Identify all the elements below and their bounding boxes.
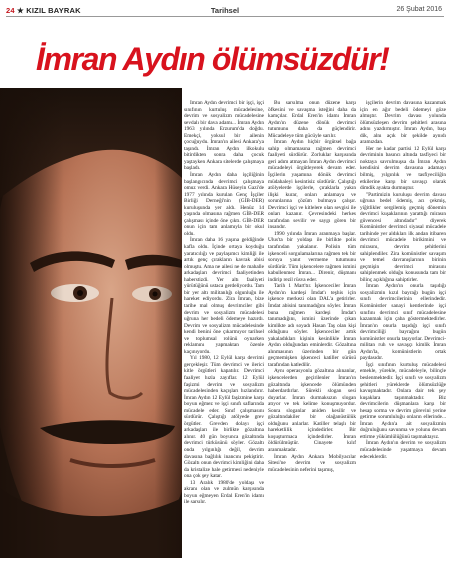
paragraph: Her ne kadar partisi 12 Eylül karşı devriminin basıncı altında tasfiyeci bir noktaya savrulmuşsa da İmran Aydın kendisini devrim davasına adamayı bilmiş, yılgınlık ve tasfiyeciliğin etkilerine karşı bir savaşçı olarak dimdik ayakta durmuştur. xyxy=(360,145,446,192)
header-divider xyxy=(6,16,444,17)
section-label: Tarihsel xyxy=(210,6,240,15)
paragraph: İmran Aydın'ın devrim ve sosyalizm mücadelesinde yaşatmaya devam edeceklerdir. xyxy=(360,440,446,460)
page-header xyxy=(0,0,450,24)
article-column-3 xyxy=(360,100,446,560)
paragraph: İmran Aydın Ankara Mobilyacılar Sitesi'ne devrim ve sosyalizm mücadelesinin neferini taşımış, xyxy=(268,453,356,473)
paragraph: Bu sarsılma onun düzene karşı öfkesini ve savaşma isteğini daha da kamçılar. Erdal Eren'in idamı İmran Aydın'ın düzene dönük devrimci tutumunu daha da güçlendirir. Mücadeleye tüm gücüyle sarılır. xyxy=(268,100,356,139)
paragraph: İmran Aydın'ın onurla taşıdığı sosyalizmin kızıl bayrağı bugün işçi sınıfı devrimcilerinin ellerindedir. Komünistler sanayi kentlerinde işçi sınıfını devrimci sınıf mücadelesine kazanmak için çaba göstermektedirler. İmran'ın onurla taşıdığı işçi sınıfı devrimciliği bayrağını bugün komünistler onurla taşıyorlar. Devrimci-militan ruh ve savaşçı kimlik İmran Aydın'la, komünistlerin ortak paydasıdır. xyxy=(360,283,446,362)
paragraph: Aynı operasyonla gözaltına alınanlar, işkencelerden geçirilenler İmran'ın gözaltında işkencede ölümünden haberdardırlar. Sürekli slogan sesi duyarlar. İmran durmaksızın slogan atıyor ve tek kelime konuşmuyordur. Sonra sloganlar aniden kesilir ve gözaltındakiler bir olağanüstülük olduğunu anlarlar. Katiller telaşlı bir hareketlilik içindedirler. Bir koşuşturmaca içindedirler. İmran öldürülmüştür. Cinayete kılıf aranmaktadır. xyxy=(268,368,356,453)
paragraph: 1990 yılında İmran aranmaya başlar. Ulus'ta bir yoldaşı ile birlikte polis tarafından yakalanır. Polisin tüm işkenceli sorgulamalarına rağmen tek bir soruya yanıt vermeme tutumunu sürdürür. Tüm işkencelere rağmen ismini kabullenmez İmran... Direnir, düşmanı indirip rezil rüsva eder. xyxy=(268,230,356,283)
star-icon: ★ xyxy=(17,6,24,15)
paragraph: İmran Aydın devrimci bir işçi, işçi sınıfının kurtuluş mücadelesine, devrim ve sosyalizm mücadelesine sevdalı bir dava adamı... İmran Aydın 1963 yılında Erzurum'da doğdu. Emekçi, yoksul bir ailenin çocuğuydu. İmran'ın ailesi Ankara'ya taşındı. İmran Aydın ilkokulu bitirdikten sonra daha çocuk yaştayken Ankara sitelerde çalışmaya başladı. xyxy=(184,100,264,172)
paragraph: Yıl 1980, 12 Eylül karşı devrimi gerçekleşir. Tüm devrimci ve ilerici kitle örgütleri kapatılır. Devrimci faaliyet hızla zayıflar. 12 Eylül faşizmi devrim ve sosyalizm mücadelesinden kaçışları hızlandırır. İmran Aydın 12 Eylül faşizmine karşı boyun eğmez ve işçi sınıfı saflarında mücadele eder. Sınıf çalışmasını sürdürür. Çalıştığı atölyede grev örgütler. Grevden dolayı işçi arkadaşları ile birlikte gözaltına alınır. 40 gün boyunca gözaltında devrimci türküsünü söyler. Gözaltı onda yılgınlığı değil, devrim davasına bağlılık inancını pekiştirir. Gözaltı onun devrimci kimliğini daha da kristalize hale getirmesi nedeniyle ona çok şey katar. xyxy=(184,355,264,480)
page-number: 24 xyxy=(6,6,15,15)
issue-date: 26 Şubat 2016 xyxy=(396,6,442,13)
paragraph: İmran daha 16 yaşına geldiğinde kafla oldu. İçinde ortaya koyduğu yaratıcılığı ve paylaşımcı kimliği ile artık genç çırakların kavrak abisi olmuştu. Ama ne ailesi ne de mahalle arkadaşları devrimci faaliyetinden haberstizdi. Yer altı faaliyeti yürütüğünü ustaca gerdeliyordu. Tam bir yer altı militanlığı olgunluğu ile hareket ediyordu. Zira İmran, bize tarihe mal olmuş devrimciler gibi devrim ve sosyalizm mücadelesi uğruna her bedeli ödemeye hazırdı. Devrim ve sosyalizm mücadelesinde kendi benini öne çıkarmıyor tarihsel ve toplumsal rolünü oynarken reklamını yapmaktan özenle kaçınıyordu. xyxy=(184,237,264,355)
paragraph: "Partimizin kuruluşu devrim davası uğruna bedel ödemiş, acı çekmiş, yiğitlikler sergilemiş geçmiş dönemin devrimci kuşaklarının yarattığı mirasın güvencesi altındadır" diyerek Komünistler devrimci siyasal mücadele tarihinde yer aldıkları ilk andan itibaren devrimci mücadele birikimini ve mirasını, devrim şehitlerini sahiplendiler. Zira komünistler savaşım ve temel davranışlarının birinin geçmişin devrimci mirasını sahiplenmek olduğu konusunda tam bir bilinç açıklığına sahiptirler. xyxy=(360,191,446,283)
paragraph: 13 Aralık 1980'de yoldaşı ve akranı olan ve zulmün karşısında boyun eğmeyen Erdal Eren'in idamı ile sarsılır. xyxy=(184,479,264,506)
publication-name: KIZIL BAYRAK xyxy=(26,6,81,15)
article-column-2 xyxy=(268,100,356,560)
article-column-1 xyxy=(166,100,264,560)
paragraph: İşçi sınıfının kurtuluş mücadelesi emekle, yürekle, mücadeleyle, bilinçle beslenmektedir. İşçi sınıfı ve sosyalizm şehitleri yüreklerde ölümsüzlüğe kavuşmaktadır. Onlara dair tek şey kuşaklara taşınmaktadır. Biz devrimcilerin düşmanlara karşı bir hesap sorma ve devrim görevini yerine getirme sorumluluğu onların ellerinde... İmran Aydın'a ait sosyalizmin doğruluğunu savunma ve yolunu devam ettirme yükümlülüğünü taşımaktayız. xyxy=(360,361,446,440)
paragraph: işçilerin devrim davasına kazanmak için en ağır bedeli ödemeyi göze almıştır. Devrim davası yolunda ölümsüzleşen devrim şehitleri arasına adını yazdırmıştır. İmran Aydın, başı dik, alnı açık bir şekilde aynıdı aramızdan. xyxy=(360,100,446,146)
paragraph: Tarih 1 Mart'tır. İşkenceciler İmran Aydın'ın kardeşi İmdat'ı teşhis için işkence merkezi olan DAL'a getirirler. İmdat abisini tanımadığını söyler. İmran buna rağmen kardeşi İmdat'ı tanımadığını, ismini üzerinde çıkan kimlikte adı soyadı Hasan Taş olan kişi olduğunu söyler. İşkenceciler artık yakaladıkları kişinin kesinlikle İmran Aydın olduğundan eminlerdir. Gözaltına alınmasının üzerinden bir gün geçmemişken işkenceci katiller sürüsü tarafından katledilir. xyxy=(268,283,356,368)
paragraph: İmran Aydın hiçbir örgütsel bağa sahip olmamasına rağmen devrimci faaliyeti sürdürür. Zorluklar karşısında geri adım atmayan İmran Aydın devrimci mücadeleyi örgütleyerek devam eder. İşçilerin yaşamına dönük devrimci müdahaleyi kesintisiz sürdürür. Çalıştığı atölyelerde işçilerle, çıraklarla yakın ilişki kurar, onları anlamaya ve sorunlarına çözüm bulmaya çalışır. Devrimci işçi ve kitlelere olan sevgisi ile onları kazanır. Çevresindeki herkes tarafından sevilir ve saygı gören bir insandır. xyxy=(268,139,356,231)
article-title: İmran Aydın ölümsüzdür! xyxy=(36,41,389,77)
portrait-photo xyxy=(0,88,182,558)
paragraph: İmran Aydın daha işçiliğinin başlangıcında devrimci çalışmaya omuz verdi. Ankara Hüseyin Gazi'de 1977 yılında kurulan Genç İşçiler Birliği Derneği'nin (GİB-DER) kuruluşunda yer aldı. Henüz 14 yaşında olmasına rağmen GİB-DER çalışması içinde öne çıktı. GİB-DER onun için tam anlamıyla bir okul oldu. xyxy=(184,172,264,237)
